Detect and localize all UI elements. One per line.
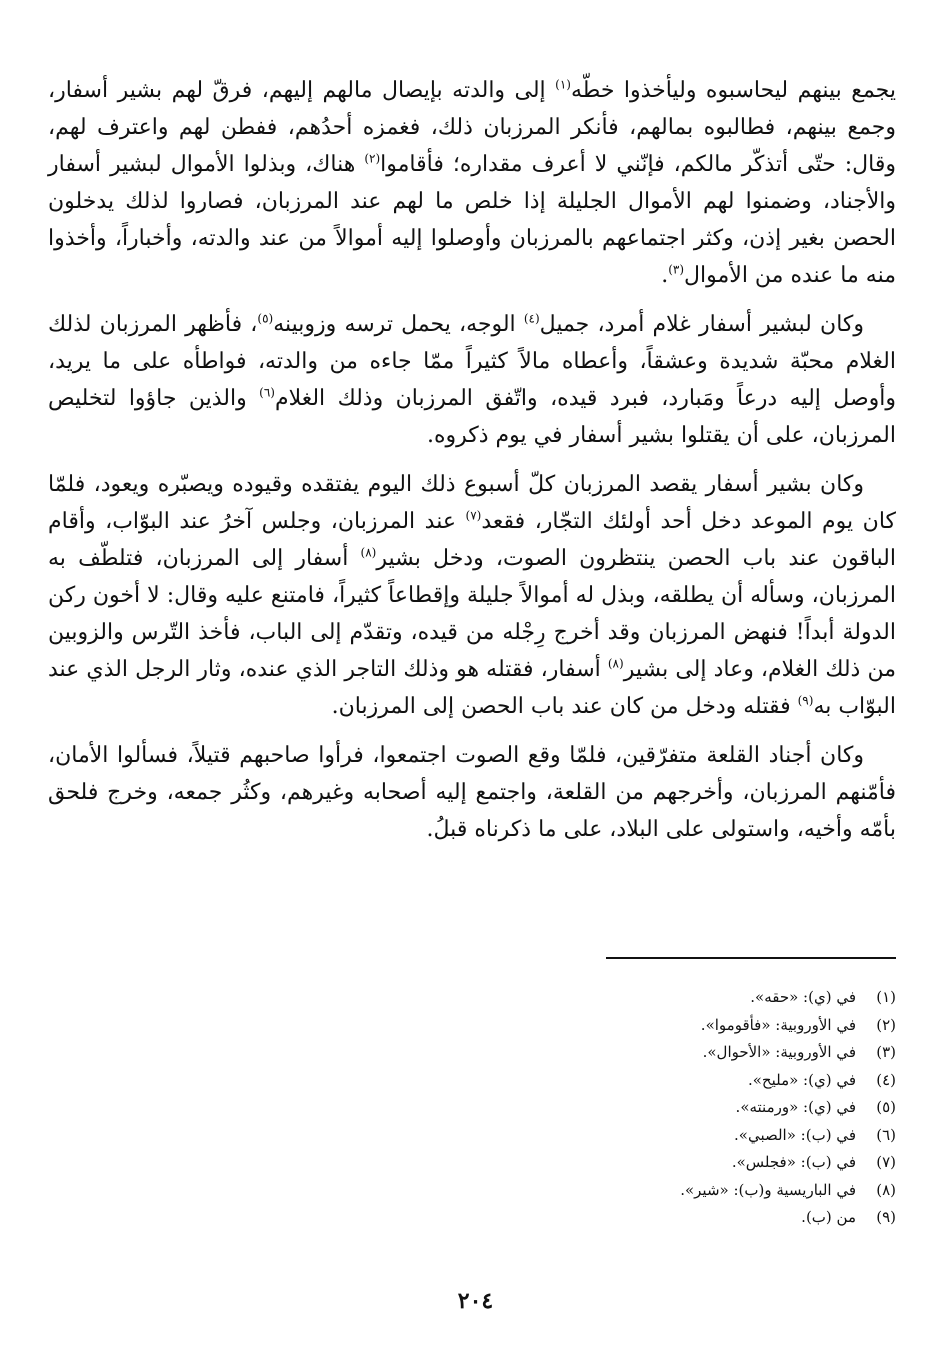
text-run: عند المرزبان، وجلس آخرُ عند البوّاب، وأقام الباقون عند باب الحصن ينتظرون الصوت، ودخل بشير [48,509,896,571]
footnote-text: في الباريسية و(ب): «شير». [680,1180,856,1199]
footnote-number: (٥) [876,1098,896,1116]
footnote-number: (٩) [876,1208,896,1226]
footnote-text: من (ب). [801,1208,856,1226]
footnote-text: في (ي): «ورمنته». [735,1098,856,1116]
footnote-marker: (٥) [257,311,274,326]
footnote-item [396,984,896,1012]
paragraph [48,306,896,454]
footnote-number: (٨) [876,1180,896,1199]
text-run: وكان لبشير أسفار غلام أمرد، جميل [539,312,864,337]
footnote-number: (٧) [876,1153,896,1171]
footnote-item [396,1067,896,1095]
page-number: ٢٠٤ [457,1288,494,1314]
footnote-divider [606,957,896,959]
footnote-item [396,1177,896,1205]
paragraph [48,466,896,725]
footnote-item [396,1039,896,1067]
footnote-marker: (٤) [523,311,540,326]
footnote-marker: (١) [555,77,571,92]
text-run: هناك، وبذلوا الأموال لبشير أسفار والأجناد، وضمنوا لهم الأموال الجليلة إذا خلص ما لهم عند المرزبان، فصاروا لذلك يدخلون الحصن بغير إذن، وكثر اجتماعهم بالمرزبان وأوصلوا إليه أموالاً من عند والدته، وأخباراً، وأخذوا منه ما عنده من الأموال [48,152,896,288]
footnote-text: في (ب): «فجلس». [731,1153,856,1171]
text-run: إلى والدته بإيصال مالهم إليهم، فرقّ لهم بشير أسفار، وجمع بينهم، فطالبوه بمالهم، فأنكر المرزبان ذلك، فغمزه أحدُهم، ففطن لهم واعترف لهم، وقال: حتّى أتذكّر مالكم، فإنّني لا أعرف مقداره؛ فأقاموا [48,78,896,177]
footnote-marker: (٩) [797,693,814,708]
footnote-number: (٢) [876,1015,896,1034]
text-run: أسفار، فقتله هو وذلك التاجر الذي عنده، وثار الرجل الذي عند البوّاب به [48,657,896,719]
text-run: الوجه، يحمل ترسه وزوبينه [273,312,524,337]
footnote-item [396,1122,896,1150]
footnote-text: في (ي): «حقه». [750,988,856,1006]
text-run: وكان بشير أسفار يقصد المرزبان كلّ أسبوع ذلك اليوم يفتقده وقيوده ويصبّره ويعود، فلمّا كان يوم الموعد دخل أحد أولئك التجّار، فقعد [48,472,896,534]
footnote-item [396,1094,896,1122]
footnote-text: في (ب): «الصبي». [734,1125,856,1144]
footnote-number: (١) [876,988,896,1006]
footnote-item [396,1204,896,1232]
text-run: وكان أجناد القلعة متفرّقين، فلمّا وقع الصوت اجتمعوا، فرأوا صاحبهم قتيلاً، فسألوا الأمان، فأمّنهم المرزبان، وأخرجهم من القلعة، واجتمع إليه أصحابه وغيرهم، وكثُر جمعه، وخرج فلحق بأمّه وأخيه، واستولى على البلاد، على ما ذكرناه قبلُ. [48,743,896,842]
footnote-number: (٦) [876,1125,896,1144]
footnote-text: في الأوروبية: «فأقوموا». [700,1015,856,1034]
footnote-marker: (٦) [259,385,275,400]
paragraph [48,72,896,294]
footnote-marker: (٧) [465,508,482,523]
footnote-marker: (٣) [668,262,685,277]
footnote-item [396,1012,896,1040]
footnote-item [396,1149,896,1177]
footnote-number: (٣) [876,1043,896,1061]
text-run: ، فأظهر المرزبان لذلك الغلام محبّة شديدة وعشقاً، وأعطاه مالاً كثيراً ممّا جاءه من والدته، فواطأه على ما يريد، وأوصل إليه درعاً ومَبارد، فبرد قيده، واتّفق المرزبان وذلك الغلام [48,312,896,411]
text-run: . [661,263,669,288]
footnotes [396,984,896,1232]
text-run: والذين جاؤوا لتخليص المرزبان، على أن يقتلوا بشير أسفار في يوم ذكروه. [48,386,896,448]
text-run: أسفار إلى المرزبان، فتلطّف به المرزبان، وسأله أن يطلقه، وبذل له أموالاً جليلة وإقطاعاً كثيراً، فامتنع عليه وقال: لا أخون ركن الدولة أبداً! فنهض المرزبان وقد أخرج رِجْله من قيده، وتقدّم إلى الباب، فأخذ التّرس والزوبين من ذلك الغلام، وعاد إلى بشير [48,546,896,682]
footnote-text: في الأوروبية: «الأحوال». [702,1043,856,1061]
footnote-marker: (٢) [364,151,381,166]
text-run: يجمع بينهم ليحاسبوه وليأخذوا خطّه [570,78,896,103]
paragraph [48,737,896,848]
text-run: فقتله ودخل من كان عند باب الحصن إلى المرزبان. [331,694,798,719]
footnote-text: في (ي): «مليح». [747,1070,856,1089]
footnote-marker: (٨) [607,656,624,671]
footnote-marker: (٨) [360,545,377,560]
footnote-number: (٤) [876,1070,896,1089]
main-text [48,72,896,860]
